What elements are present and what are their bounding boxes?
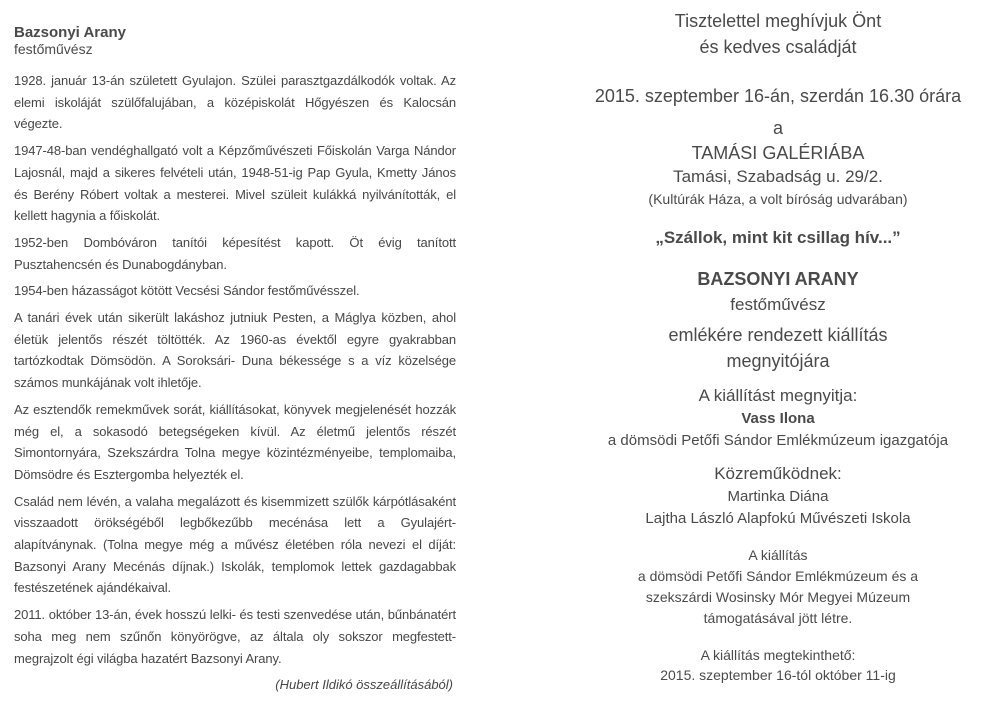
invitation-line-1: Tisztelettel meghívjuk Önt — [674, 11, 882, 31]
support-line: szekszárdi Wosinsky Mór Megyei Múzeum — [645, 589, 911, 605]
contributors-label: Közreműködnek: — [714, 464, 842, 483]
contributor: Lajtha László Alapfokú Művészeti Iskola — [645, 510, 911, 527]
bio-paragraph: Az esztendők remekművek sorát, kiállításokat, könyvek megjelenését hozzák még el, a sokasodó betegségeken kívül. Az életmű jelentős részét Simontornyára, Szekszárdra Tolna megye közintézményeibe, templomaiba, Dömsödre és Esztergomba helyezték el. — [14, 401, 456, 482]
bio-paragraph: 1947-48-ban vendéghallgató volt a Képzőművészeti Főiskolán Varga Nándor Lajosnál, majd a sikeres felvételi után, 1948-51-ig Pap Gyula, Kmetty János és Berény Róbert voltak a mesterei. Mivel szüleit kulákká nyilvánították, el kellett hagynia a főiskolát. — [14, 143, 456, 224]
artist-role: festőművész — [14, 41, 93, 57]
support-line: A kiállítás — [748, 547, 808, 563]
artist-name: Bazsonyi Arany — [14, 24, 126, 41]
bio-paragraph: A tanári évek után sikerült lakáshoz jutniuk Pesten, a Máglya közben, ahol életük jelentős részét töltötték. Az 1960-as évektől egyre gyakrabban tartózkodtak Dömsödön. A Soroksári- Duna békessége s a víz közelsége számos munkájának volt ihletője. — [14, 310, 456, 391]
exhibition-title: „Szállok, mint kit csillag hív...” — [655, 228, 901, 247]
purpose-line-2: megnyitójára — [726, 351, 830, 371]
event-date: 2015. szeptember 16-án, szerdán 16.30 órára — [594, 86, 962, 106]
contributor: Martinka Diána — [727, 488, 829, 505]
viewing-period — [556, 645, 1000, 685]
opener-title: a dömsödi Petőfi Sándor Emlékmúzeum igazgatója — [607, 432, 949, 449]
biography-column — [14, 24, 456, 695]
biography-text — [14, 70, 456, 669]
viewing-dates: 2015. szeptember 16-tól október 11-ig — [660, 667, 896, 683]
bio-paragraph: Család nem lévén, a valaha megalázott és kisemmizett szülők kárpótlásaként visszaadott örökségéből legbőkezűbb mecénása lett a Gyulajért-alapítványnak. (Tolna megye még a művész életében róla nevezi el díját: Bazsonyi Arany Mecénás díjnak.) Iskolák, templomok lettek gazdagabbak festészetének ajándékaival. — [14, 493, 456, 596]
preposition: a — [772, 118, 783, 138]
support-line: a dömsödi Petőfi Sándor Emlékmúzeum és a — [637, 568, 919, 584]
bio-paragraph: 2011. október 13-án, évek hosszú lelki- és testi szenvedése után, bűnbánatért soha meg nem szűnőn könyörögve, az általa oly sokszor megfestett-megrajzolt égi világba hazatért Bazsonyi Arany. — [14, 607, 456, 666]
source-credit: (Hubert Ildikó összeállításából) — [275, 677, 453, 693]
opener-label: A kiállítást megnyitja: — [698, 386, 858, 405]
support-note — [556, 545, 1000, 629]
support-line: támogatásával jött létre. — [703, 610, 853, 626]
invitation-column — [556, 8, 1000, 685]
bio-paragraph: 1954-ben házasságot kötött Vecsési Sándor festőművésszel. — [14, 283, 360, 299]
invitation-line-2: és kedves családját — [699, 37, 857, 57]
bio-paragraph: 1952-ben Dombóváron tanítói képesítést kapott. Öt évig tanított Pusztahencsén és Dunabogdányban. — [14, 234, 456, 272]
artist-name-heading: BAZSONYI ARANY — [697, 269, 859, 289]
purpose-line-1: emlékére rendezett kiállítás — [668, 325, 888, 345]
gallery-name: TAMÁSI GALÉRIÁBA — [691, 143, 865, 163]
opener-name: Vass Ilona — [741, 410, 815, 427]
address-note: (Kultúrák Háza, a volt bíróság udvarában) — [648, 191, 908, 207]
bio-paragraph: 1928. január 13-án született Gyulajon. Szülei parasztgazdálkodók voltak. Az elemi iskoláját szülőfalujában, a középiskolát Hőgyészen és Kalocsán végezte. — [14, 73, 456, 132]
gallery-address: Tamási, Szabadság u. 29/2. — [673, 167, 883, 186]
artist-role-heading: festőművész — [730, 295, 826, 314]
viewing-label: A kiállítás megtekinthető: — [700, 647, 856, 663]
